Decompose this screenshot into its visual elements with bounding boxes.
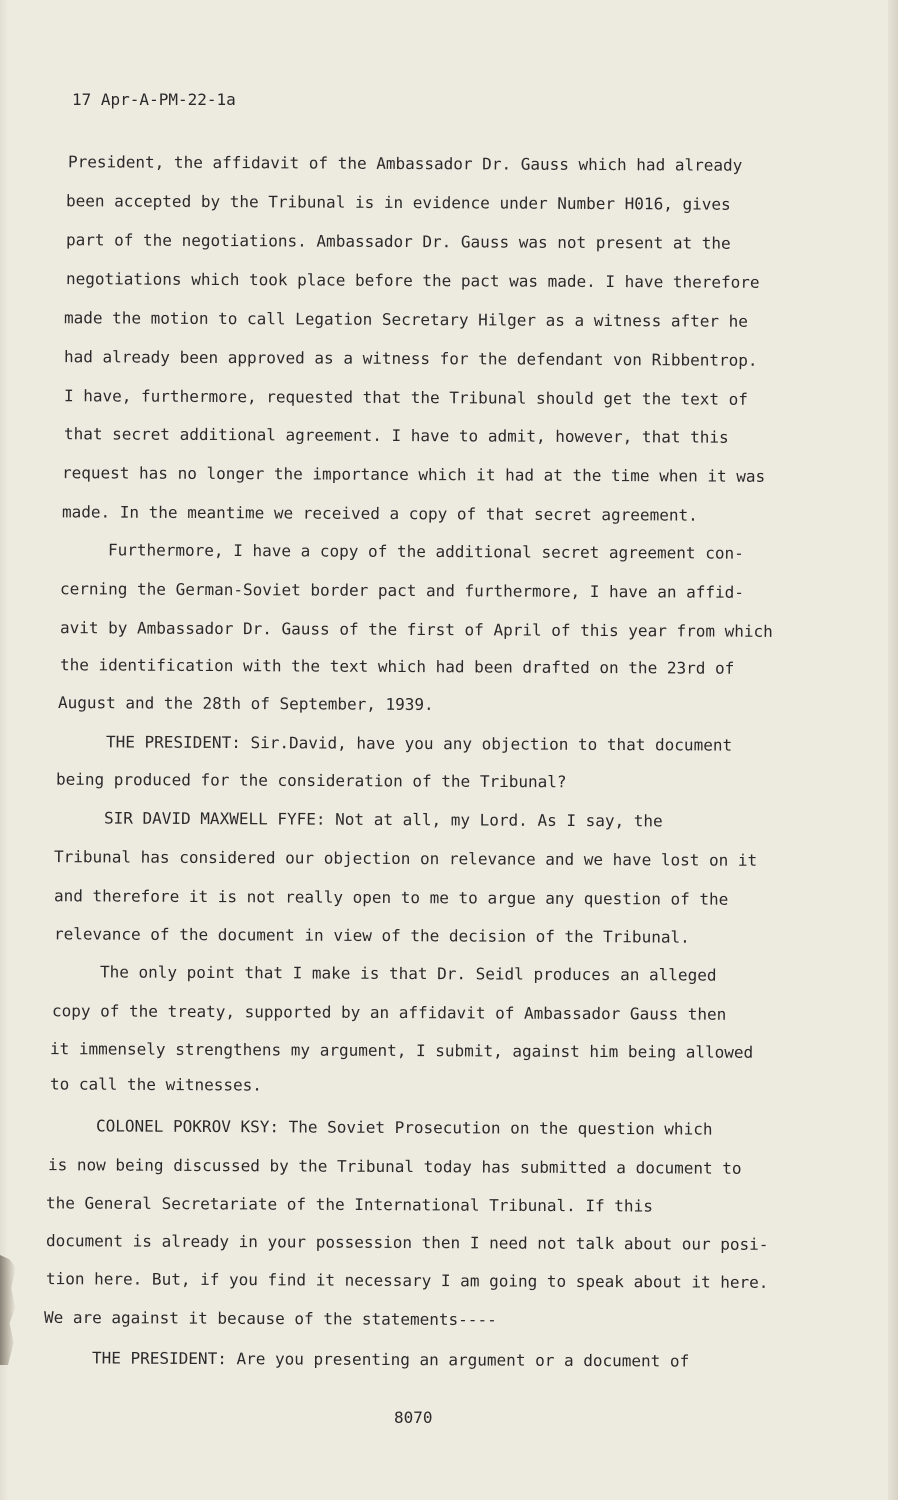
text-line: cerning the German-Soviet border pact and furthermore, I have an affid- bbox=[59, 579, 744, 602]
text-line: The only point that I make is that Dr. Seidl produces an alleged bbox=[99, 962, 717, 985]
text-line: Tribunal has considered our objection on relevance and we have lost on it bbox=[53, 847, 758, 870]
text-line: President, the affidavit of the Ambassador Dr. Gauss which had already bbox=[67, 152, 743, 175]
text-line: COLONEL POKROV KSY: The Soviet Prosecution on the question which bbox=[95, 1116, 713, 1139]
text-line: the General Secretariate of the International Tribunal. If this bbox=[45, 1193, 653, 1216]
text-line: SIR DAVID MAXWELL FYFE: Not at all, my Lord. As I say, the bbox=[103, 808, 663, 831]
page-right-edge bbox=[888, 0, 898, 1500]
text-line: made. In the meantime we received a copy of that secret agreement. bbox=[61, 502, 698, 525]
text-line: relevance of the document in view of the decision of the Tribunal. bbox=[53, 924, 690, 947]
page-number: 8070 bbox=[394, 1408, 433, 1427]
text-line: part of the negotiations. Ambassador Dr. Gauss was not present at the bbox=[65, 230, 731, 253]
text-line: negotiations which took place before the pact was made. I have therefore bbox=[65, 269, 760, 292]
text-line: document is already in your possession then I need not talk about our posi- bbox=[45, 1231, 769, 1254]
text-line: tion here. But, if you find it necessary I am going to speak about it here. bbox=[45, 1269, 769, 1292]
text-line: been accepted by the Tribunal is in evidence under Number H016, gives bbox=[65, 191, 731, 214]
torn-margin bbox=[0, 1255, 16, 1365]
text-line: that secret additional agreement. I have to admit, however, that this bbox=[63, 424, 729, 447]
text-line: avit by Ambassador Dr. Gauss of the first of April of this year from which bbox=[59, 618, 773, 641]
text-line: and therefore it is not really open to me to argue any question of the bbox=[53, 886, 729, 909]
text-line: it immensely strengthens my argument, I submit, against him being allowed bbox=[49, 1039, 754, 1062]
text-line: being produced for the consideration of the Tribunal? bbox=[55, 769, 567, 792]
text-line: to call the witnesses. bbox=[49, 1074, 262, 1095]
text-line: is now being discussed by the Tribunal today has submitted a document to bbox=[47, 1155, 742, 1178]
text-line: the identification with the text which had been drafted on the 23rd of bbox=[59, 655, 735, 678]
text-line: Furthermore, I have a copy of the additional secret agreement con- bbox=[107, 540, 744, 563]
text-line: THE PRESIDENT: Are you presenting an argument or a document of bbox=[91, 1348, 690, 1371]
text-line: I have, furthermore, requested that the Tribunal should get the text of bbox=[63, 386, 748, 409]
text-line: made the motion to call Legation Secretary Hilger as a witness after he bbox=[63, 308, 748, 331]
text-line: had already been approved as a witness for the defendant von Ribbentrop. bbox=[63, 347, 758, 370]
text-line: August and the 28th of September, 1939. bbox=[57, 693, 434, 714]
text-line: THE PRESIDENT: Sir.David, have you any objection to that document bbox=[105, 732, 733, 755]
text-line: We are against it because of the statements---- bbox=[43, 1307, 497, 1330]
page-header: 17 Apr-A-PM-22-1a bbox=[72, 90, 236, 109]
text-line: copy of the treaty, supported by an affidavit of Ambassador Gauss then bbox=[51, 1001, 727, 1024]
text-line: request has no longer the importance which it had at the time when it was bbox=[61, 463, 766, 486]
